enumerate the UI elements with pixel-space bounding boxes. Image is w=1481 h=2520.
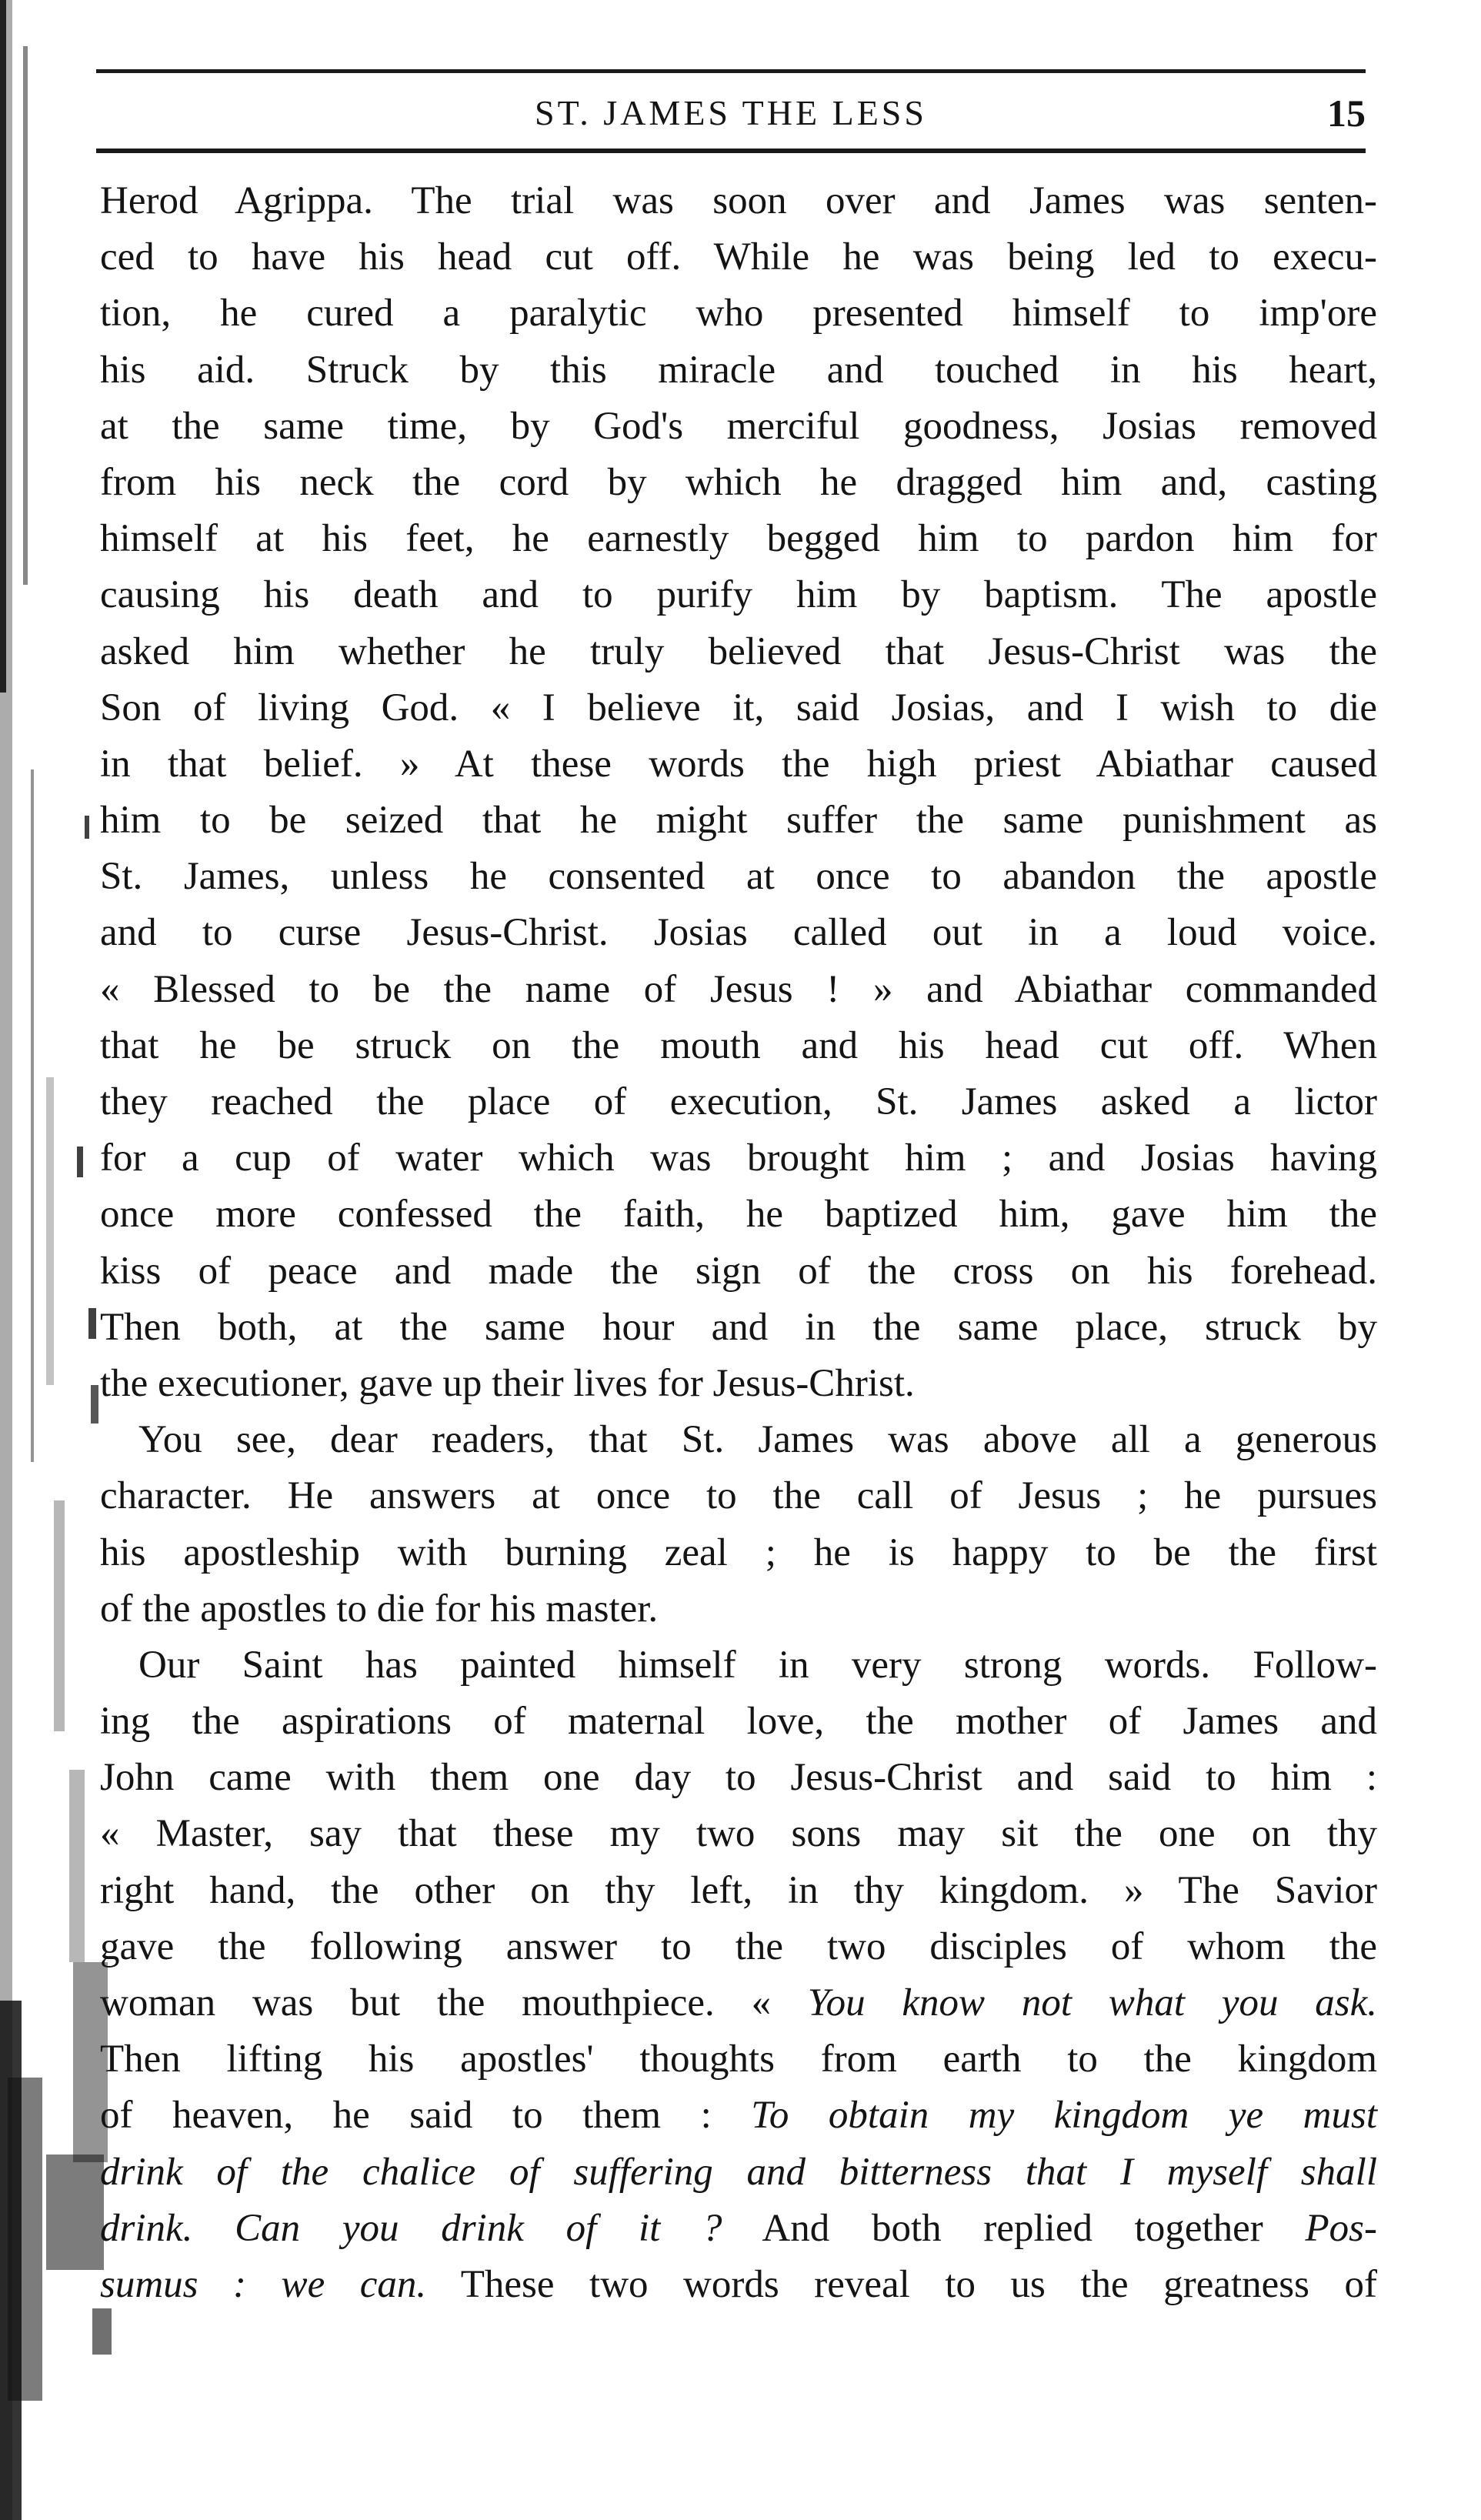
text-line: John came with them one day to Jesus-Christ and said to him :: [100, 1756, 1377, 1800]
text-line: drink. Can you drink of it ? And both replied together Pos-: [100, 2206, 1377, 2250]
text-line: ced to have his head cut off. While he was being led to execu-: [100, 235, 1377, 279]
text-line: Then lifting his apostles' thoughts from earth to the kingdom: [100, 2038, 1377, 2081]
text-line: that he be struck on the mouth and his head cut off. When: [100, 1023, 1377, 1067]
text-line: tion, he cured a paralytic who presented himself to imp'ore: [100, 292, 1377, 335]
text-line: character. He answers at once to the call of Jesus ; he pursues: [100, 1474, 1377, 1518]
italic-quote: To obtain my kingdom ye must: [751, 2094, 1377, 2138]
text-line: « Blessed to be the name of Jesus ! » and Abiathar commanded: [100, 967, 1377, 1011]
text-line: woman was but the mouthpiece. « You know not what you ask.: [100, 1981, 1378, 2024]
running-header: [96, 86, 1366, 140]
paragraph-end-line: of the apostles to die for his master.: [100, 1587, 659, 1630]
text-line: kiss of peace and made the sign of the cross on his forehead.: [100, 1249, 1377, 1293]
text-line: from his neck the cord by which he dragged him and, casting: [100, 460, 1377, 504]
text-line: for a cup of water which was brought him ; and Josias having: [100, 1137, 1377, 1180]
text-line: causing his death and to purify him by baptism. The apostle: [100, 573, 1377, 617]
text-line: of heaven, he said to them : To obtain my kingdom ye must: [100, 2094, 1377, 2138]
text-line: gave the following answer to the two disciples of whom the: [100, 1924, 1377, 1968]
paragraph-end-line: the executioner, gave up their lives for Jesus-Christ.: [100, 1361, 915, 1405]
text-line: they reached the place of execution, St. James asked a lictor: [100, 1080, 1377, 1123]
text-line: in that belief. » At these words the high priest Abiathar caused: [100, 742, 1377, 786]
text-line: his apostleship with burning zeal ; he is happy to be the first: [100, 1530, 1377, 1574]
text-line: Son of living God. « I believe it, said Josias, and I wish to die: [100, 686, 1377, 729]
page-number: 15: [1327, 92, 1366, 135]
text-line: right hand, the other on thy left, in thy kingdom. » The Savior: [100, 1868, 1377, 1912]
text-line: him to be seized that he might suffer the same punishment as: [100, 799, 1377, 843]
italic-quote: drink of the chalice of suffering and bitterness that I myself shall: [100, 2150, 1377, 2194]
text-line: ing the aspirations of maternal love, the mother of James and: [100, 1700, 1377, 1744]
text-line: Then both, at the same hour and in the same place, struck by: [100, 1305, 1377, 1349]
italic-quote: sumus : we can.: [100, 2262, 427, 2306]
italic-quote: drink. Can you drink of it ?: [100, 2206, 722, 2250]
text-line: at the same time, by God's merciful goodness, Josias removed: [100, 404, 1377, 448]
paragraph-start-line: Our Saint has painted himself in very strong words. Follow-: [138, 1643, 1377, 1687]
italic-quote: Pos-: [1305, 2206, 1377, 2250]
header-rule-bottom: [96, 149, 1366, 153]
running-title: ST. JAMES THE LESS: [535, 93, 927, 132]
header-rule-top: [96, 69, 1366, 73]
text-line: « Master, say that these my two sons may sit the one on thy: [100, 1812, 1377, 1856]
text-line: himself at his feet, he earnestly begged him to pardon him for: [100, 517, 1377, 561]
text-line: sumus : we can. These two words reveal to us the greatness of: [100, 2262, 1377, 2306]
text-line: Herod Agrippa. The trial was soon over and James was senten-: [100, 179, 1377, 222]
text-line: St. James, unless he consented at once to abandon the apostle: [100, 855, 1377, 899]
text-line: his aid. Struck by this miracle and touched in his heart,: [100, 348, 1377, 392]
text-line: once more confessed the faith, he baptized him, gave him the: [100, 1193, 1377, 1237]
italic-quote: You know not what you ask.: [807, 1981, 1378, 2024]
text-line: and to curse Jesus-Christ. Josias called out in a loud voice.: [100, 911, 1377, 955]
paragraph-start-line: You see, dear readers, that St. James was above all a generous: [138, 1418, 1377, 1462]
text-line: asked him whether he truly believed that Jesus-Christ was the: [100, 629, 1377, 673]
text-line: [100, 2145, 1377, 2201]
body-text: [100, 173, 1377, 2313]
